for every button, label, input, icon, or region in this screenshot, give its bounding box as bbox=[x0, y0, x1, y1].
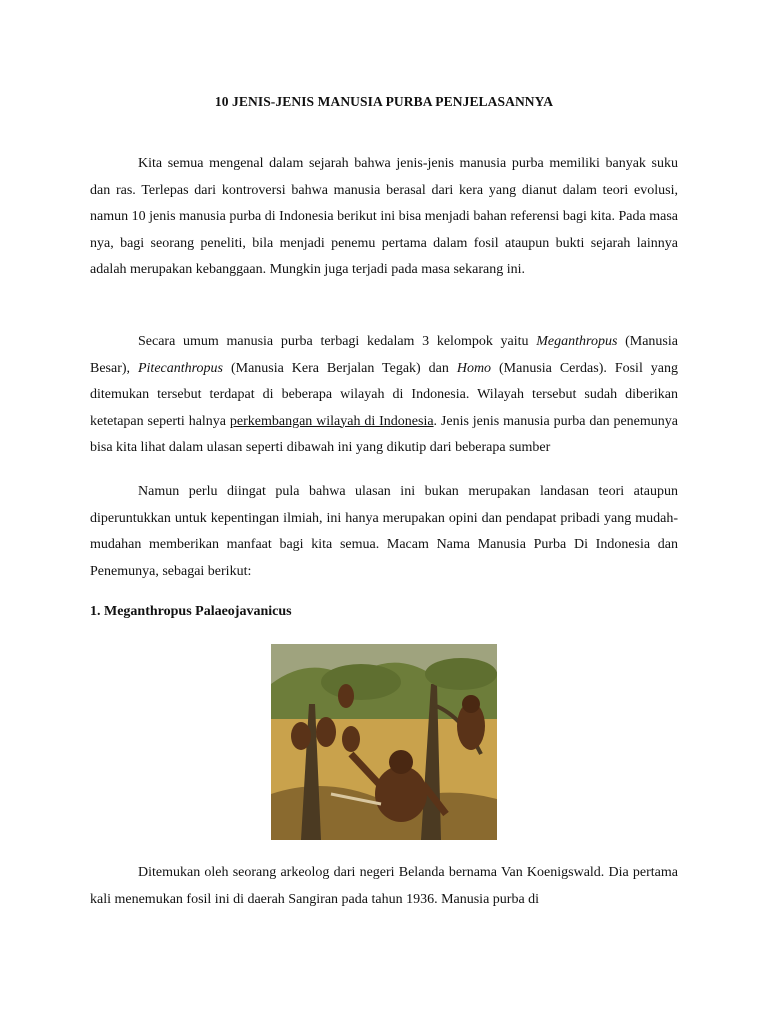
paragraph-classification bbox=[90, 329, 678, 462]
term-pitecanthropus: Pitecanthropus bbox=[137, 360, 224, 376]
document-title: 10 JENIS-JENIS MANUSIA PURBA PENJELASANNYA bbox=[214, 94, 554, 109]
section-heading-meganthropus: 1. Meganthropus Palaeojavanicus bbox=[90, 604, 292, 619]
term-homo: Homo bbox=[456, 360, 492, 376]
paragraph-discovery: Ditemukan oleh seorang arkeolog dari negeri Belanda bernama Van Koenigswald. Dia pertama kali menemukan fosil ini di daerah Sangiran pada tahun 1936. Manusia purba di bbox=[90, 865, 678, 907]
meganthropus-illustration bbox=[271, 644, 497, 840]
text-segment: (Manusia Kera Berjalan Tegak) dan bbox=[223, 360, 457, 376]
paragraph-disclaimer: Namun perlu diingat pula bahwa ulasan ini bukan merupakan landasan teori ataupun diperuntukkan untuk kepentingan ilmiah, ini hanya merupakan opini dan pendapat pribadi yang mudah-mudahan memberikan manfaat bagi kita semua. Macam Nama Manusia Purba Di Indonesia dan Penemunya, sebagai berikut: bbox=[90, 484, 678, 579]
hominids-scene-image bbox=[271, 644, 497, 840]
text-segment: Secara umum manusia purba terbagi kedalam 3 kelompok yaitu bbox=[138, 334, 537, 349]
term-meganthropus: Meganthropus bbox=[536, 334, 618, 349]
text-segment: . Jenis jenis manusia purba dan penemunya bisa kita lihat dalam ulasan seperti dibawah ini yang dikutip dari beberapa sumber bbox=[90, 413, 678, 455]
link-perkembangan-wilayah[interactable]: perkembangan wilayah di Indonesia bbox=[229, 413, 434, 429]
text-segment: (Manusia Besar), bbox=[90, 334, 678, 376]
paragraph-intro: Kita semua mengenal dalam sejarah bahwa jenis-jenis manusia purba memiliki banyak suku dan ras. Terlepas dari kontroversi bahwa manusia berasal dari kera yang dianut dalam teori evolusi, namun 10 jenis manusia purba di Indonesia berikut ini bisa menjadi bahan referensi bagi kita. Pada masa nya, bagi seorang peneliti, bila menjadi penemu pertama dalam fosil ataupun bukti sejarah lainnya adalah merupakan kebanggaan. Mungkin juga terjadi pada masa sekarang ini. bbox=[90, 156, 678, 277]
text-segment: (Manusia Cerdas). Fosil yang ditemukan tersebut terdapat di beberapa wilayah di Indonesia. Wilayah tersebut sudah diberikan ketetapan seperti halnya bbox=[90, 360, 678, 429]
